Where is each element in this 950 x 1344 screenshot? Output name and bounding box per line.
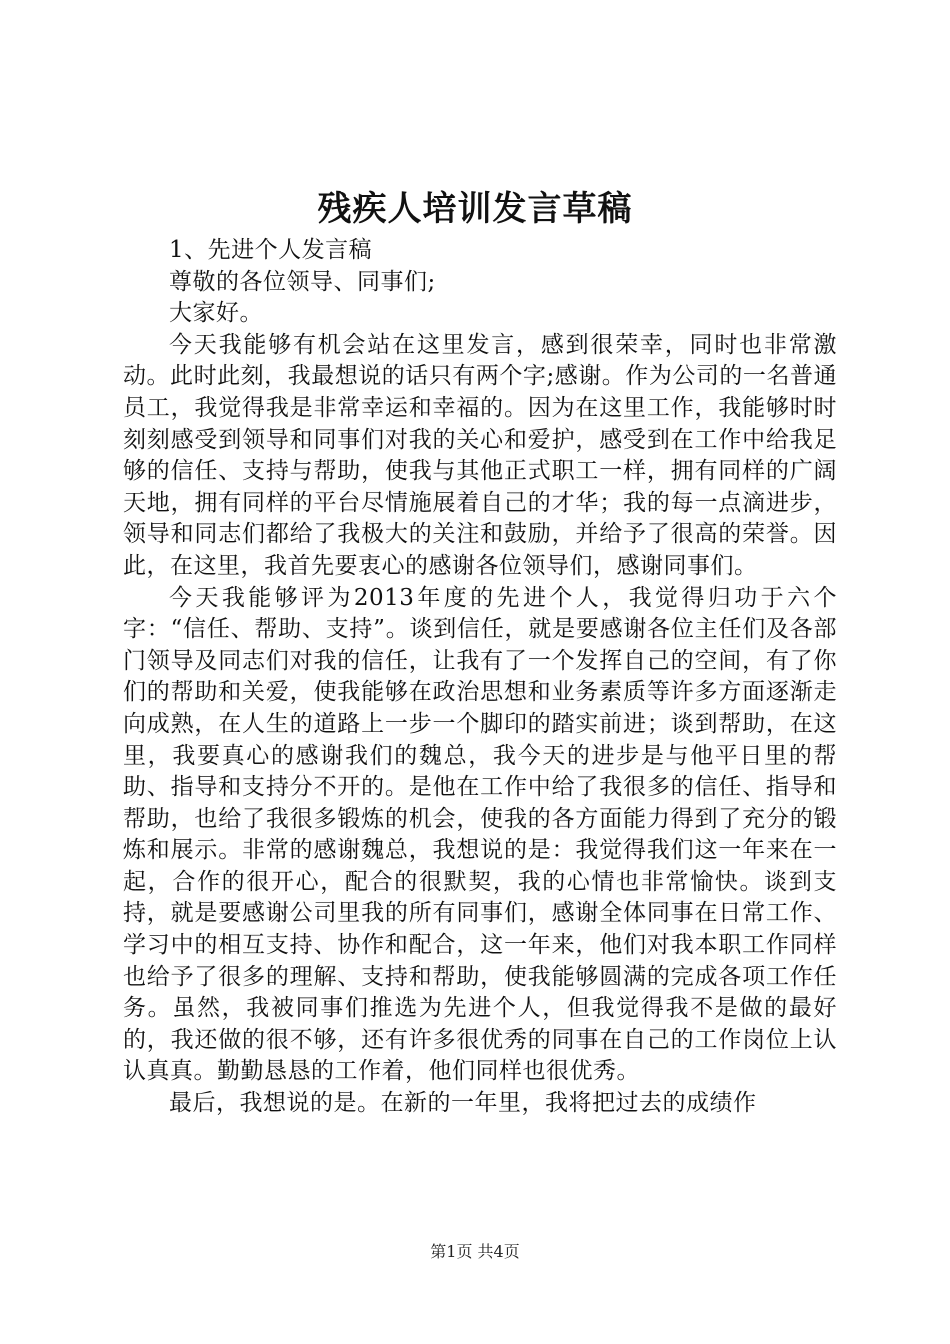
document-title: 残疾人培训发言草稿 <box>317 189 633 229</box>
paragraph-salutation: 尊敬的各位领导、同事们; <box>169 268 436 295</box>
paragraph-closing: 最后，我想说的是。在新的一年里，我将把过去的成绩作 <box>169 1090 757 1117</box>
page-number: 第1页 共4页 <box>430 1242 520 1261</box>
document-body <box>123 235 837 1120</box>
paragraph-greeting: 大家好。 <box>169 300 263 327</box>
paragraph-heading: 1、先进个人发言稿 <box>169 237 373 263</box>
paragraph-trust-help-support: 今天我能够评为2013年度的先进个人，我觉得归功于六个字：“信任、帮助、支持”。谈到信任，就是要感谢各位主任们及各部门领导及同志们对我的信任，让我有了一个发挥自己的空间，有了你们的帮助和关爱，使我能够在政治思想和业务素质等许多方面逐渐走向成熟，在人生的道路上一步一个脚印的踏实前进；谈到帮助，在这里，我要真心的感谢我们的魏总，我今天的进步是与他平日里的帮助、指导和支持分不开的。是他在工作中给了我很多的信任、指导和帮助，也给了我很多锻炼的机会，使我的各方面能力得到了充分的锻炼和展示。非常的感谢魏总，我想说的是：我觉得我们这一年来在一起，合作的很开心，配合的很默契，我的心情也非常愉快。谈到支持，就是要感谢公司里我的所有同事们，感谢全体同事在日常工作、学习中的相互支持、协作和配合，这一年来，他们对我本职工作同样也给予了很多的理解、支持和帮助，使我能够圆满的完成各项工作任务。虽然，我被同事们推选为先进个人，但我觉得我不是做的最好的，我还做的很不够，还有许多很优秀的同事在自己的工作岗位上认认真真。勤勤恳恳的工作着，他们同样也很优秀。 <box>123 584 837 1085</box>
paragraph-thanks: 今天我能够有机会站在这里发言，感到很荣幸，同时也非常激动。此时此刻，我最想说的话只有两个字;感谢。作为公司的一名普通员工，我觉得我是非常幸运和幸福的。因为在这里工作，我能够时时刻刻感受到领导和同事们对我的关心和爱护，感受到在工作中给我足够的信任、支持与帮助，使我与其他正式职工一样，拥有同样的广阔天地，拥有同样的平台尽情施展着自己的才华；我的每一点滴进步，领导和同志们都给了我极大的关注和鼓励，并给予了很高的荣誉。因此，在这里，我首先要衷心的感谢各位领导们，感谢同事们。 <box>123 331 837 579</box>
